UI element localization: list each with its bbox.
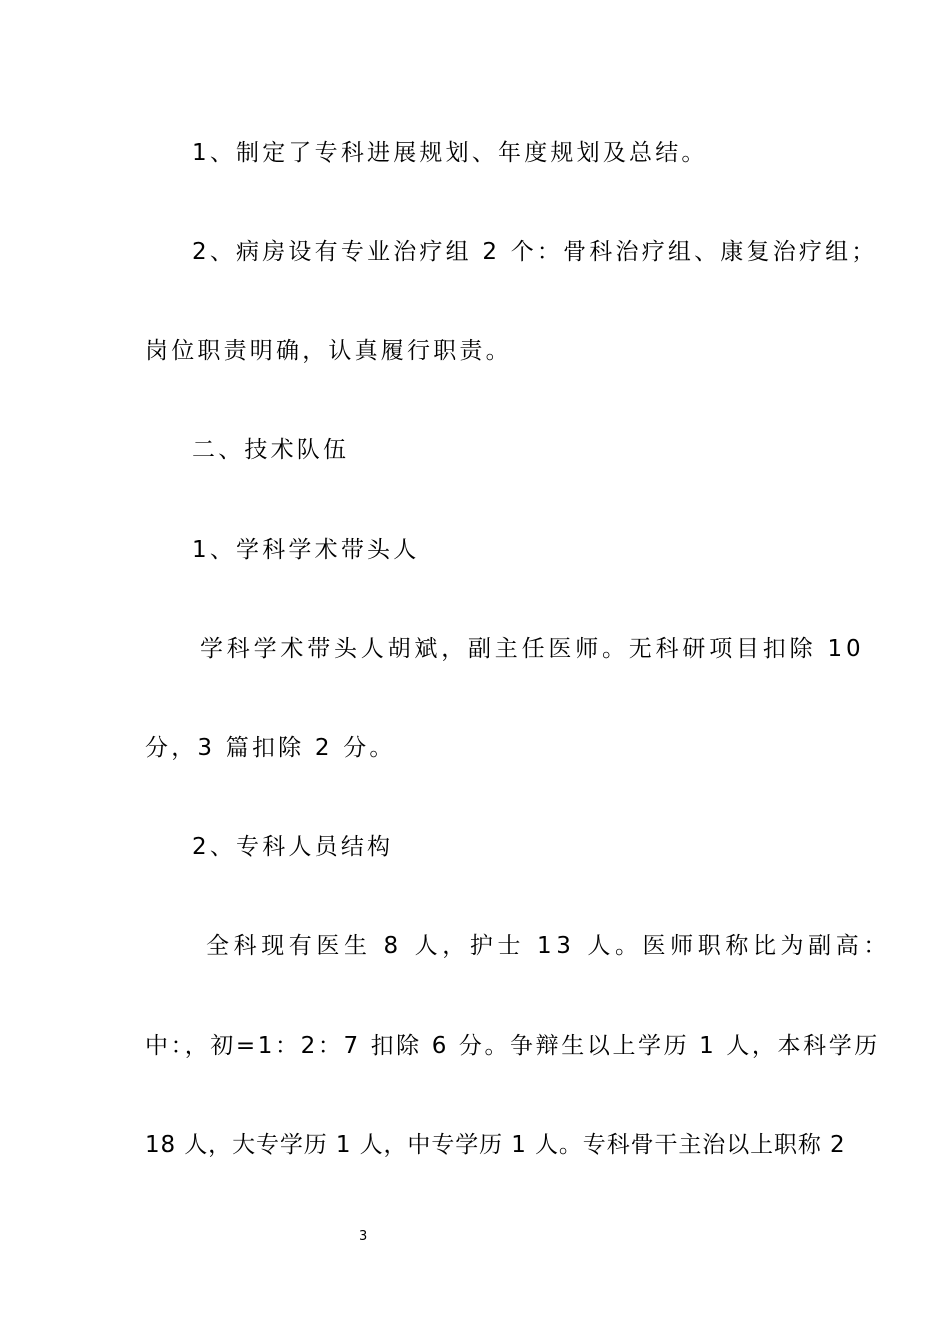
paragraph-line: 分，3 篇扣除 2 分。 <box>145 735 396 761</box>
subsection-heading: 1、学科学术带头人 <box>192 537 420 563</box>
section-heading: 二、技术队伍 <box>192 437 350 463</box>
paragraph-line: 18 人，大专学历 1 人，中专学历 1 人。专科骨干主治以上职称 2 <box>145 1132 846 1158</box>
subsection-heading: 2、专科人员结构 <box>192 834 394 860</box>
paragraph-line: 中：，初=1：2：7 扣除 6 分。争辩生以上学历 1 人，本科学历 <box>145 1033 880 1059</box>
paragraph-line: 学科学术带头人胡斌，副主任医师。无科研项目扣除 10 <box>200 636 865 662</box>
paragraph-line: 1、制定了专科进展规划、年度规划及总结。 <box>192 140 708 166</box>
paragraph-line: 2、病房设有专业治疗组 2 个：骨科治疗组、康复治疗组； <box>192 239 878 265</box>
paragraph-line: 全科现有医生 8 人，护士 13 人。医师职称比为副高： <box>206 933 891 959</box>
page-number: 3 <box>359 1229 368 1244</box>
paragraph-line: 岗位职责明确，认真履行职责。 <box>145 338 512 364</box>
